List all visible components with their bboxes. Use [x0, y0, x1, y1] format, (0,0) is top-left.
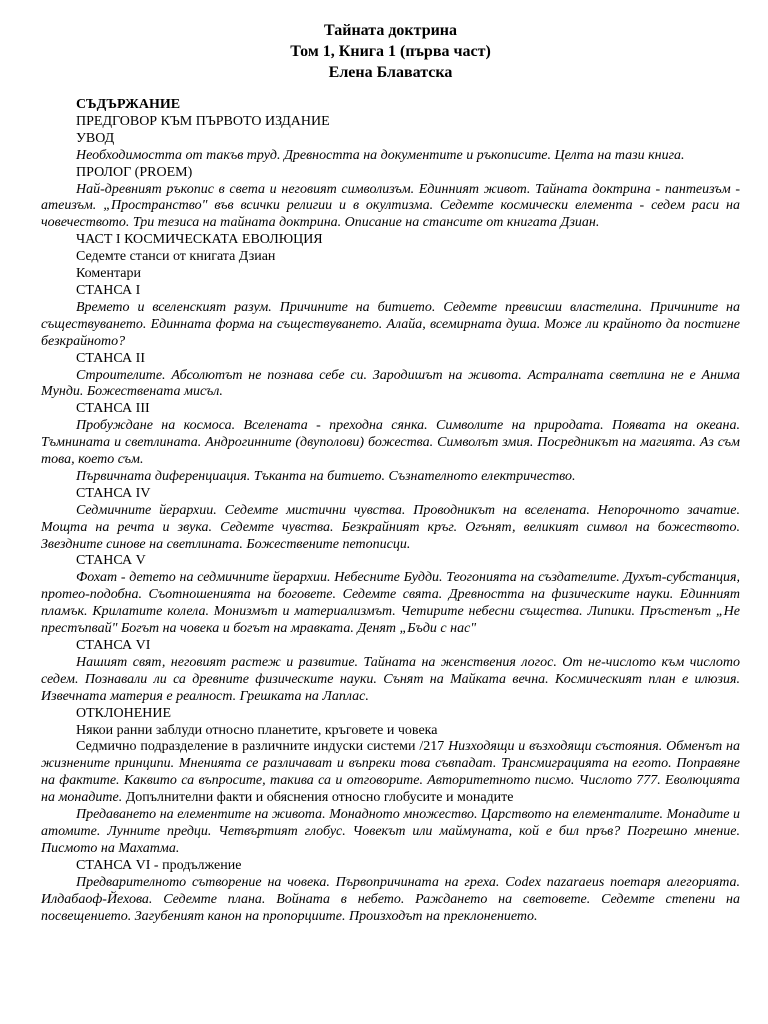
toc-stanza-6-desc: Нашият свят, неговият растеж и развитие. Тайната на женствения логос. От не-числото към числото седем. Познавали ли са древните физическите науки. Сънят на Майката вечна. Космическият план е илюзия. Извечната материя е реалност. Грешката на Лаплас.: [41, 654, 740, 704]
seven-division-plain: Седмично подразделение в различните индуски системи /217: [76, 739, 449, 755]
author-name: Елена Блаватска: [328, 64, 453, 81]
seven-division-italic: Низходящи и възходящи състояния. Обменът на жизнените принципи. Мненията се различават и въпреки това съвпадат. Трансмиграцията на егото. Поправяне на фактите. Каквито са въпросите, такива са и отговорите. Авторитетното писмо. Числото 777. Еволюцията на монадите.: [41, 739, 740, 806]
toc-stanza-1-desc: Времето и вселенският разум. Причините на битието. Седемте превисши властелина. Причините на съществуването. Единната форма на съществуването. Алайа, всемирната душа. Може ли крайното да постигне безкрайното?: [41, 299, 740, 349]
toc-intro: УВОД: [76, 130, 115, 146]
toc-seven-division: [41, 739, 740, 807]
toc-part1: ЧАСТ I КОСМИЧЕСКАТА ЕВОЛЮЦИЯ: [76, 232, 323, 248]
book-title: Тайната доктрина: [323, 22, 458, 39]
toc-stanza-1: СТАНСА I: [76, 282, 141, 298]
toc-stanza-3-desc-2: Първичната диференциация. Тъканта на битието. Съзнателното електричество.: [76, 468, 576, 484]
toc-stanza-2-desc: Строителите. Абсолютът не познава себе си. Зародишът на живота. Астралната светлина не е Анима Мунди. Божествената мисъл.: [41, 367, 740, 400]
title-block: [41, 20, 740, 83]
toc-stanza-4-desc: Седмичните йерархии. Седемте мистични чувства. Проводникът на вселената. Непорочното зачатие. Мощта на речта и звука. Седемте чувства. Безкрайният кръг. Огънят, великият символ на божеството. Звездните синове на светлината. Божествените петописци.: [41, 502, 740, 552]
toc-transfer-desc: Предаването на елементите на живота. Монадното множество. Царството на елементалите. Монадите и атомите. Лунните предци. Четвъртият глобус. Човекът или маймуната, кой е бил пръв? Погрешно мнение. Писмото на Махатма.: [41, 807, 740, 856]
toc-preface: ПРЕДГОВОР КЪМ ПЪРВОТО ИЗДАНИЕ: [76, 113, 330, 129]
volume-title: Том 1, Книга 1 (първа част): [290, 43, 491, 60]
toc-stanza-3-desc: Пробуждане на космоса. Вселената - преходна сянка. Символите на природата. Появата на океана. Тъмнината и светлината. Андрогинните (двуполови) божества. Символът змия. Посредникът на магията. Аз съм това, което съм.: [41, 418, 740, 468]
seven-division-tail: Допълнителни факти и обяснения относно глобусите и монадите: [122, 790, 514, 806]
toc-stanza-5: СТАНСА V: [76, 553, 146, 569]
toc-stanza-6-cont: СТАНСА VI - продължение: [76, 857, 242, 873]
toc-seven-stanzas: Седемте станси от книгата Дзиан: [76, 249, 276, 265]
toc-stanza-6: СТАНСА VI: [76, 638, 151, 653]
toc-misconceptions: Някои ранни заблуди относно планетите, кръговете и човека: [76, 722, 438, 738]
contents-heading: СЪДЪРЖАНИЕ: [76, 97, 181, 112]
toc-deviation: ОТКЛОНЕНИЕ: [76, 705, 172, 721]
toc-comments: Коментари: [76, 266, 141, 282]
toc-stanza-4: СТАНСА IV: [76, 485, 151, 501]
toc-stanza-3: СТАНСА III: [76, 401, 150, 417]
toc-prologue-desc: Най-древният ръкопис в света и неговият символизъм. Единният живот. Тайната доктрина - пантеизъм - атеизъм. „Пространство" във всички религии и в окултизма. Седемте космически елемента - седем раси на човечеството. Три тезиса на тайната доктрина. Описание на стансите от книгата Дзиан.: [41, 181, 740, 231]
toc-stanza-2: СТАНСА II: [76, 350, 145, 366]
table-of-contents: [41, 97, 740, 925]
toc-intro-desc: Необходимостта от такъв труд. Древността на документите и ръкописите. Целта на тази книга.: [76, 147, 685, 163]
toc-prologue: ПРОЛОГ (PROEM): [76, 164, 193, 180]
toc-stanza-6-cont-desc: Предварителното сътворение на човека. Първопричината на греха. Codex nazaraeus поетаря алегорията. Илдабаоф-Йехова. Седемте плана. Войната в небето. Раждането на световете. Седемте степени на посвещението. Загубеният канон на пропорциите. Произходът на преклонението.: [41, 874, 740, 924]
toc-stanza-5-desc: Фохат - детето на седмичните йерархии. Небесните Будди. Теогонията на създателите. Духът-субстанция, протео-подобна. Съотношенията на боговете. Седемте свята. Древността на физическите науки. Единният пламък. Крилатите колела. Монизмът и материализмът. Четирите небесни същества. Липики. Пръстенът „Не престъпвай" Богът на човека и богът на мравката. Денят „Бъди с нас": [41, 570, 740, 637]
